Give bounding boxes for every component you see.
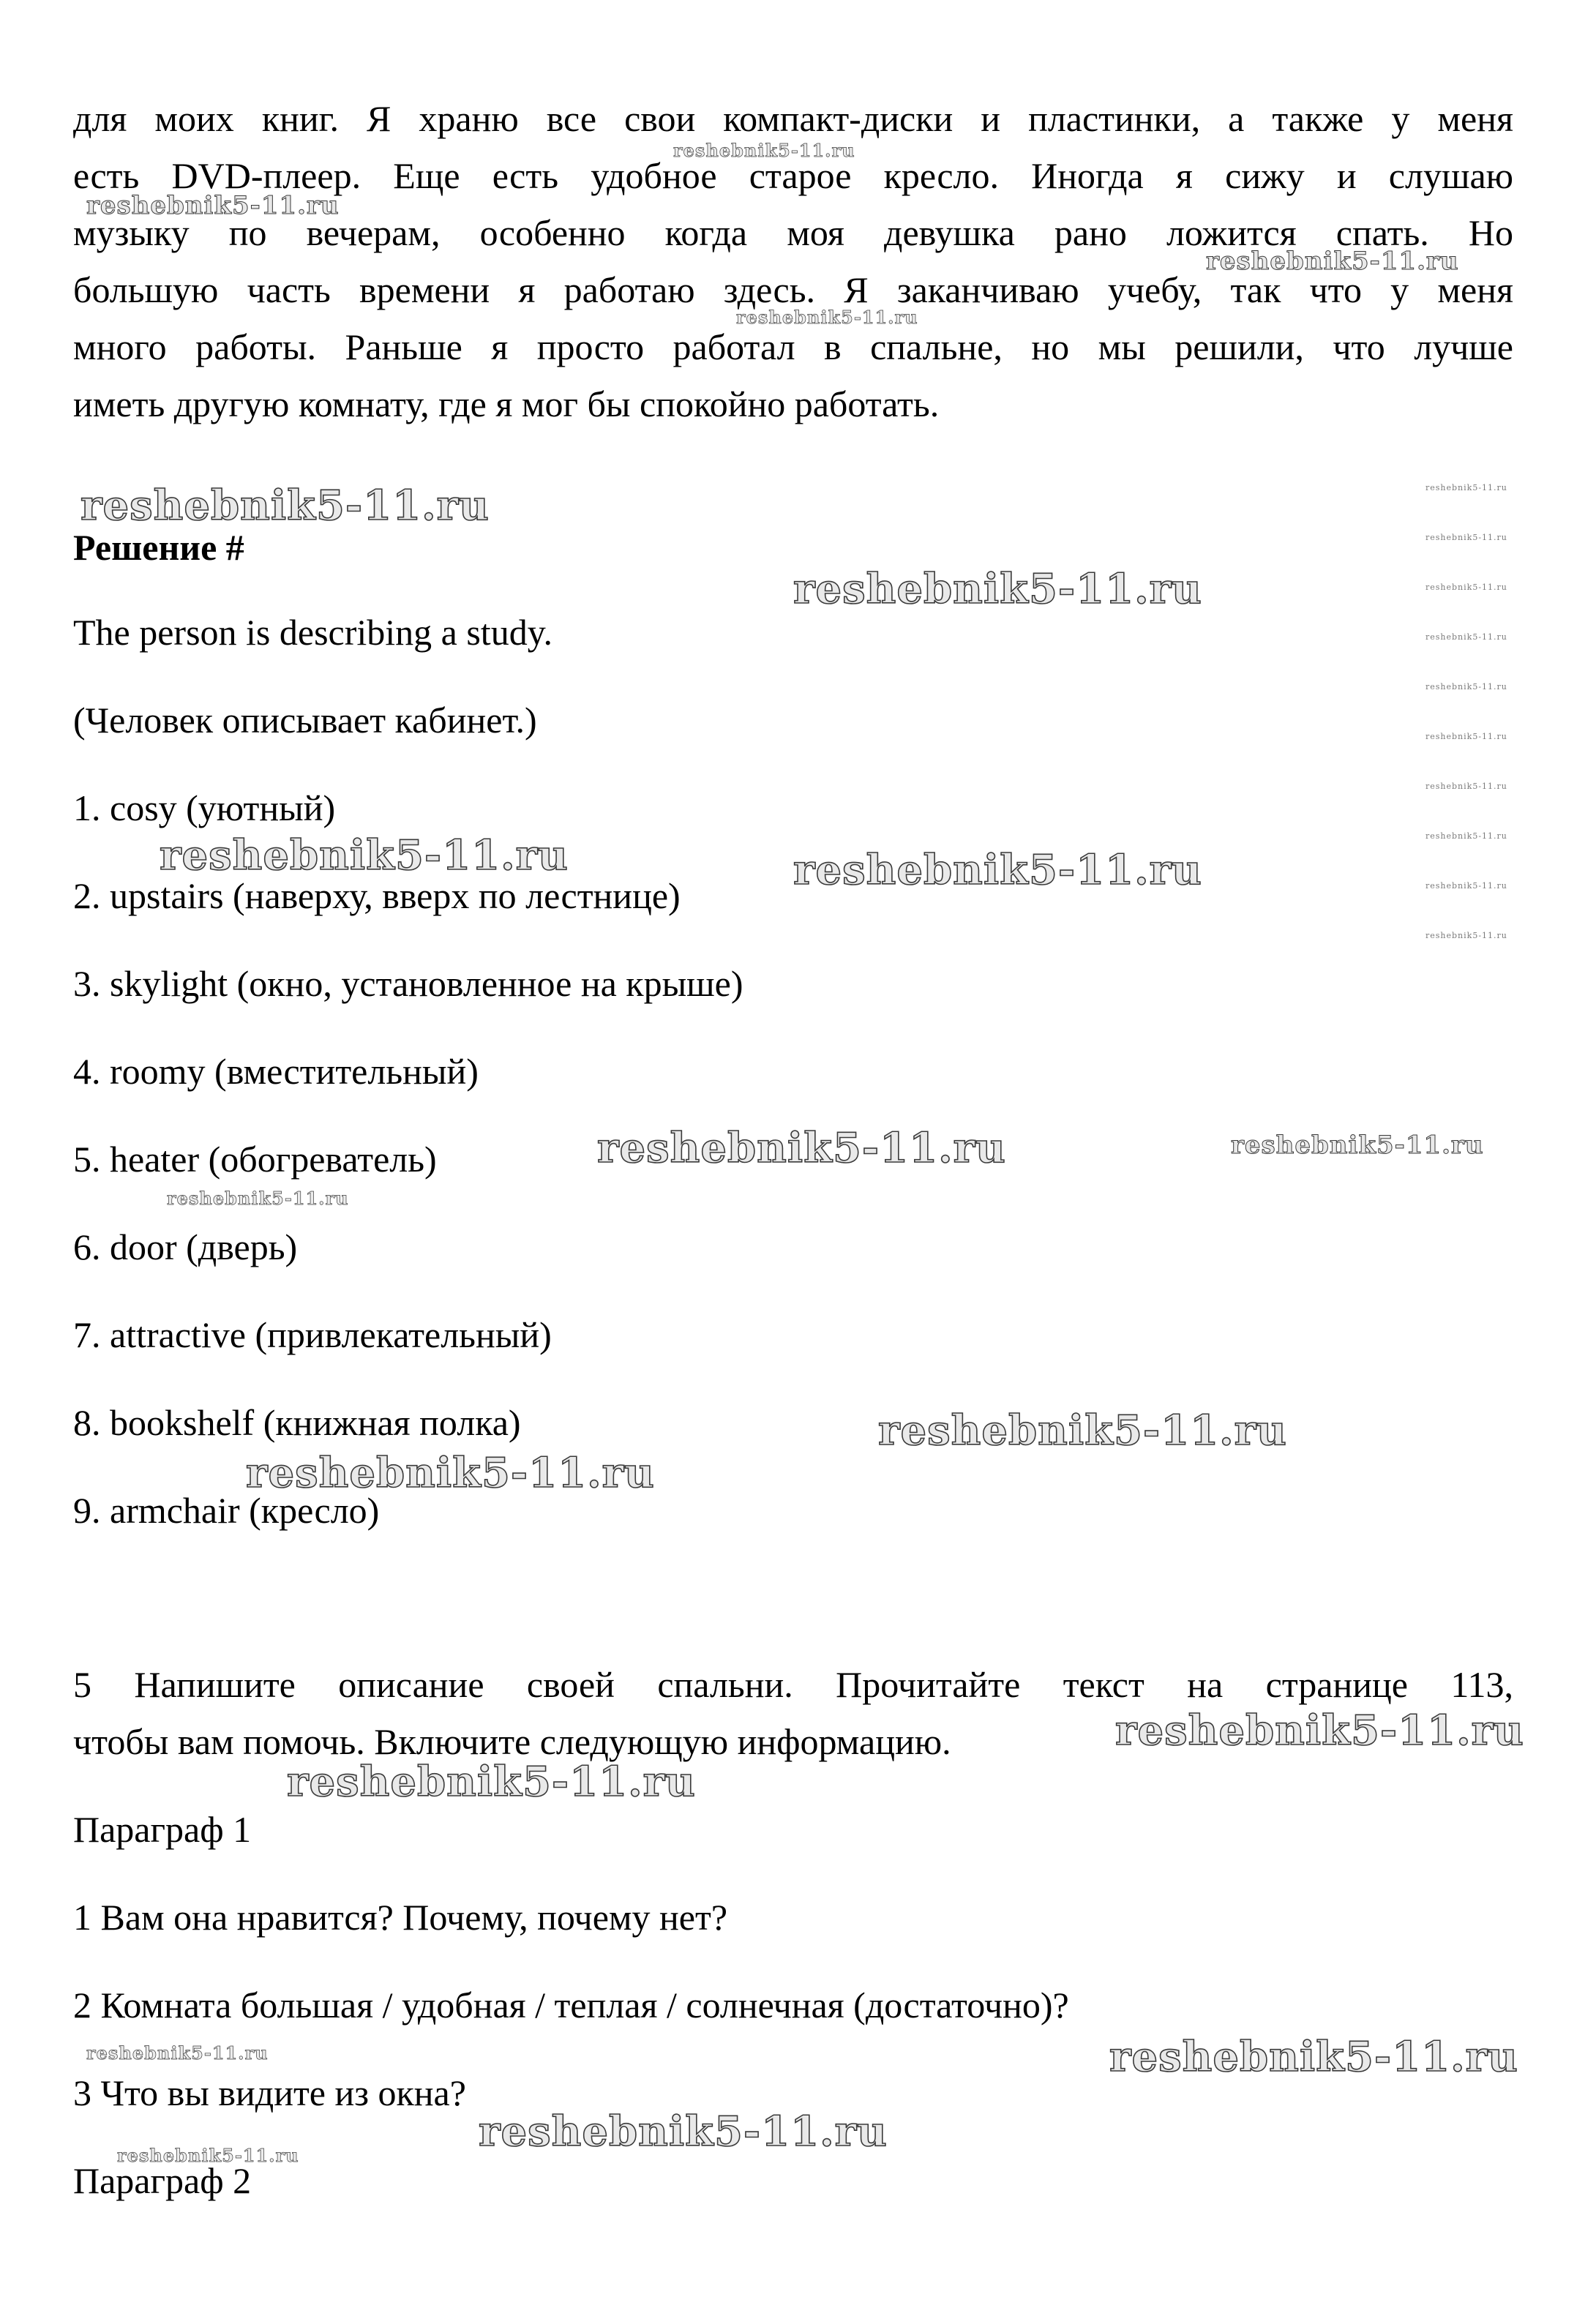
- watermark: reshebnik5-11.ru: [167, 1188, 349, 1209]
- watermark: reshebnik5-11.ru: [246, 1449, 655, 1497]
- watermark: reshebnik5-11.ru: [673, 140, 855, 161]
- list-item: 7. attractive (привлекательный): [73, 1314, 552, 1355]
- watermark: reshebnik5-11.ru: [793, 565, 1202, 613]
- watermark: reshebnik5-11.ru: [160, 831, 569, 880]
- watermark: reshebnik5-11.ru: [1425, 931, 1507, 940]
- watermark: reshebnik5-11.ru: [736, 307, 918, 328]
- watermark: reshebnik5-11.ru: [1425, 582, 1507, 592]
- solution-heading: Решение #: [73, 527, 244, 568]
- question: 1 Вам она нравится? Почему, почему нет?: [73, 1897, 728, 1938]
- text-line: большую часть времени я работаю здесь. Я заканчиваю учебу, так что у меня: [73, 269, 1513, 310]
- text-line: есть DVD-плеер. Еще есть удобное старое кресло. Иногда я сижу и слушаю: [73, 155, 1513, 196]
- question: 3 Что вы видите из окна?: [73, 2072, 466, 2113]
- watermark: reshebnik5-11.ru: [86, 2042, 269, 2064]
- text-line: для моих книг. Я храню все свои компакт-диски и пластинки, а также у меня: [73, 98, 1513, 139]
- list-item: 9. armchair (кресло): [73, 1490, 380, 1531]
- watermark: reshebnik5-11.ru: [597, 1124, 1006, 1172]
- watermark: reshebnik5-11.ru: [1425, 483, 1507, 492]
- watermark: reshebnik5-11.ru: [479, 2107, 888, 2156]
- paragraph-label: Параграф 2: [73, 2160, 252, 2201]
- watermark: reshebnik5-11.ru: [287, 1758, 696, 1806]
- watermark: reshebnik5-11.ru: [1109, 2033, 1518, 2081]
- solution-answer: The person is describing a study.: [73, 612, 552, 653]
- watermark: reshebnik5-11.ru: [1425, 632, 1507, 642]
- watermark: reshebnik5-11.ru: [1425, 732, 1507, 741]
- task-text: 5 Напишите описание своей спальни. Прочитайте текст на странице 113,: [73, 1664, 1513, 1705]
- watermark: reshebnik5-11.ru: [1115, 1706, 1524, 1755]
- text-line: много работы. Раньше я просто работал в спальне, но мы решили, что лучше: [73, 326, 1513, 367]
- watermark: reshebnik5-11.ru: [1425, 782, 1507, 791]
- watermark: reshebnik5-11.ru: [1425, 533, 1507, 542]
- list-item: 2. upstairs (наверху, вверх по лестнице): [73, 875, 681, 916]
- watermark: reshebnik5-11.ru: [1206, 247, 1459, 276]
- watermark: reshebnik5-11.ru: [86, 191, 340, 220]
- text-line: иметь другую комнату, где я мог бы спокойно работать.: [73, 383, 940, 424]
- watermark: reshebnik5-11.ru: [1425, 881, 1507, 891]
- paragraph-label: Параграф 1: [73, 1809, 252, 1850]
- text-line: музыку по вечерам, особенно когда моя девушка рано ложится спать. Но: [73, 212, 1513, 253]
- watermark: reshebnik5-11.ru: [1425, 682, 1507, 692]
- watermark: reshebnik5-11.ru: [117, 2145, 299, 2166]
- watermark: reshebnik5-11.ru: [793, 846, 1202, 894]
- solution-translation: (Человек описывает кабинет.): [73, 700, 537, 741]
- question: 2 Комната большая / удобная / теплая / солнечная (достаточно)?: [73, 1985, 1069, 2026]
- list-item: 3. skylight (окно, установленное на крыше): [73, 963, 743, 1004]
- list-item: 4. roomy (вместительный): [73, 1051, 479, 1092]
- list-item: 6. door (дверь): [73, 1226, 298, 1267]
- list-item: 5. heater (обогреватель): [73, 1139, 437, 1180]
- watermark: reshebnik5-11.ru: [1425, 831, 1507, 841]
- watermark: reshebnik5-11.ru: [878, 1406, 1287, 1455]
- watermark: reshebnik5-11.ru: [80, 481, 490, 530]
- watermark: reshebnik5-11.ru: [1231, 1131, 1484, 1160]
- list-item: 8. bookshelf (книжная полка): [73, 1402, 521, 1443]
- list-item: 1. cosy (уютный): [73, 787, 336, 828]
- task-text: чтобы вам помочь. Включите следующую информацию.: [73, 1721, 951, 1762]
